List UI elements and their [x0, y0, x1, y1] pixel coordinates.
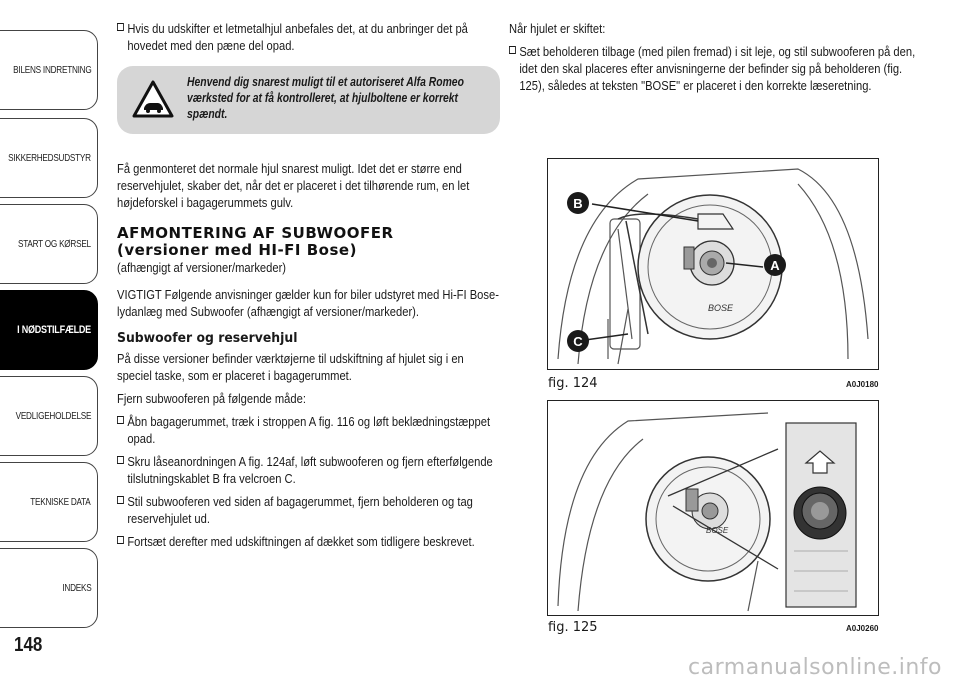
- left-column: [117, 20, 500, 556]
- tab-indeks[interactable]: [0, 548, 98, 628]
- warning-triangle-icon: [131, 78, 175, 122]
- tab-tekniske-data[interactable]: [0, 462, 98, 542]
- tab-start-og-korsel[interactable]: [0, 204, 98, 284]
- paragraph-important: VIGTIGT Følgende anvisninger gælder kun for biler udstyret med Hi-FI Bose-lydanlæg med Subwoofer (afhængigt af versioner/markeder).: [117, 287, 499, 319]
- page-number: 148: [14, 634, 43, 656]
- figure-124-brand-label: BOSE: [708, 303, 734, 313]
- paragraph-after-change: Når hjulet er skiftet:: [509, 21, 606, 36]
- tab-bilens-indretning[interactable]: [0, 30, 98, 110]
- callout-a: A: [770, 258, 780, 273]
- figure-125-code: A0J0260: [846, 624, 879, 633]
- callout-c: C: [573, 334, 583, 349]
- callout-b: B: [573, 196, 583, 211]
- tab-vedligeholdelse[interactable]: [0, 376, 98, 456]
- heading-line-1: AFMONTERING AF SUBWOOFER: [117, 224, 394, 242]
- step-2: Skru låseanordningen A fig. 124af, løft subwooferen og fjern efterfølgende tilslutningskablet B fra velcroen C.: [117, 453, 509, 487]
- figure-124-illustration: [548, 159, 878, 369]
- tab-label: INDEKS: [61, 582, 91, 594]
- figure-125-illustration: [548, 401, 878, 615]
- section-title: Subwoofer og reservehjul: [117, 330, 298, 346]
- tab-label: I NØDSTILFÆLDE: [17, 324, 91, 336]
- warning-text: Henvend dig snarest muligt til et autoriseret Alfa Romeo værksted for at få kontrolleret, at hjulboltene er korrekt spændt.: [187, 75, 464, 121]
- watermark: carmanualsonline.info: [688, 655, 942, 680]
- figure-124: [547, 158, 879, 370]
- paragraph-remove: Fjern subwooferen på følgende måde:: [117, 391, 306, 406]
- tab-label: START OG KØRSEL: [18, 238, 91, 250]
- bullet-reinstall: Sæt beholderen tilbage (med pilen fremad) i sit leje, og stil subwooferen på den, idet den skal placeres efter anvisningerne der befinder sig på beholderen (fig. 125), således at teksten "BOSE" er placeret i den korrekte læseretning.: [509, 43, 918, 94]
- tab-label: VEDLIGEHOLDELSE: [15, 410, 91, 422]
- step-1: Åbn bagagerummet, træk i stroppen A fig. 116 og løft beklædningstæppet opad.: [117, 413, 509, 447]
- paragraph-tools: På disse versioner befinder værktøjerne til udskiftning af hjulet sig i en speciel taske, som er placeret i bagagerummet.: [117, 351, 464, 383]
- right-column: [509, 20, 916, 100]
- figure-124-code: A0J0180: [846, 380, 879, 389]
- heading-note: (afhængigt af versioner/markeder): [117, 260, 287, 275]
- figure-125: [547, 400, 879, 616]
- paragraph-normal-wheel: Få genmonteret det normale hjul snarest muligt. Idet det er større end reservehjulet, skaber det, når det er placeret i det tilhørende rum, en let højdeforskel i bagagerummets gulv.: [117, 161, 470, 210]
- figure-124-caption: fig. 124: [548, 376, 598, 391]
- figure-125-caption: fig. 125: [548, 620, 598, 635]
- step-4: Fortsæt derefter med udskiftningen af dækket som tidligere beskrevet.: [117, 533, 509, 550]
- warning-box: [117, 66, 500, 134]
- chapter-tabs: [0, 0, 100, 640]
- tab-i-nodstilfaelde[interactable]: [0, 290, 98, 370]
- bullet-intro: Hvis du udskifter et letmetalhjul anbefales det, at du anbringer det på hovedet med den pæne del opad.: [117, 20, 509, 54]
- tab-sikkerhedsudstyr[interactable]: [0, 118, 98, 198]
- tab-label: BILENS INDRETNING: [12, 64, 91, 76]
- tab-label: SIKKERHEDSUDSTYR: [8, 152, 91, 164]
- tab-label: TEKNISKE DATA: [30, 496, 91, 508]
- step-3: Stil subwooferen ved siden af bagagerummet, fjern beholderen og tag reservehjulet ud.: [117, 493, 509, 527]
- heading-subwoofer: [117, 225, 500, 259]
- figure-125-brand-label: BOSE: [706, 526, 729, 535]
- heading-line-2: (versioner med HI-FI Bose): [117, 241, 357, 259]
